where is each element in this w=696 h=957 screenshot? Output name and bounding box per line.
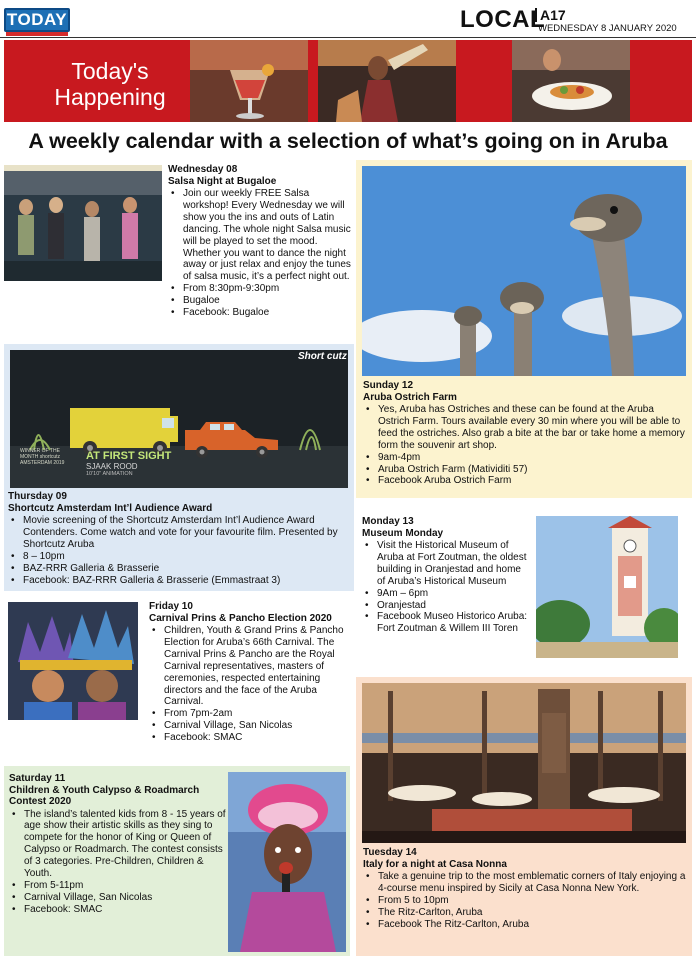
event-facebook: • Facebook: SMAC: [149, 732, 355, 744]
event-title: Children & Youth Calypso & Roadmarch Contest 2020: [9, 784, 200, 807]
event-day: Thursday 09: [8, 491, 67, 502]
event-facebook: • Facebook Museo Historico Aruba: Fort Zoutman & Willem III Toren: [362, 611, 530, 635]
event-time: • From 8:30pm-9:30pm: [168, 283, 354, 295]
event-facebook: • Facebook: SMAC: [9, 904, 231, 916]
event-detail: • Yes, Aruba has Ostriches and these can be found at the Aruba Ostrich Farm. Tours available every 30 min where you will be able to feed the ostriches. Also grab a bite at the bar or take home a memory form the souvenir art shop.: [363, 404, 687, 452]
carnival-prins-photo: [8, 602, 138, 720]
casa-nonna-photo: [362, 683, 686, 843]
ostrich-photo: [362, 166, 686, 376]
event-detail: • Movie screening of the Shortcutz Amsterdam Int’l Audience Award Contenders. Come watch and vote for your favourite film. Presented by Shortcutz Aruba: [8, 515, 350, 551]
dinner-photo: [512, 40, 630, 122]
event-day: Wednesday 08: [168, 164, 238, 175]
poster-film-title: AT FIRST SIGHT: [86, 450, 172, 462]
event-location: • Carnival Village, San Nicolas: [149, 720, 355, 732]
event-day: Sunday 12: [363, 380, 414, 391]
dancer-photo: [318, 40, 456, 122]
event-detail: • The island’s talented kids from 8 - 15 years of age show their artistic skills as they sing to compete for the honor of King or Queen of Calypso or Roadmarch. The contest consists of 3 categories. Pre-Children, Children & Youth.: [9, 809, 231, 880]
event-time: • 8 – 10pm: [8, 551, 350, 563]
salsa-photo: [4, 165, 162, 281]
cocktail-photo: [190, 40, 308, 122]
event-title: Museum Monday: [362, 527, 444, 539]
event-saturday: [4, 766, 350, 956]
event-facebook: • Facebook: Bugaloe: [168, 307, 354, 319]
event-time: • From 5-11pm: [9, 880, 231, 892]
issue-date: WEDNESDAY 8 JANUARY 2020: [538, 23, 677, 34]
event-monday: [362, 516, 530, 635]
page-number: A17: [535, 8, 566, 22]
event-title: Italy for a night at Casa Nonna: [363, 858, 507, 870]
calypso-kid-photo: [228, 772, 346, 952]
event-location: • Bugaloe: [168, 295, 354, 307]
page-headline: A weekly calendar with a selection of what’s going on in Aruba: [28, 129, 668, 153]
event-location: • Oranjestad: [362, 600, 530, 612]
event-day: Saturday 11: [9, 773, 66, 784]
event-facebook: • Facebook Aruba Ostrich Farm: [363, 475, 687, 487]
header-rule: [0, 37, 696, 38]
event-location: • The Ritz-Carlton, Aruba: [363, 907, 687, 919]
event-detail: • Join our weekly FREE Salsa workshop! Every Wednesday we will show you the ins and outs of Latin dancing. The whole night Salsa music will be played to set the mood. Whether you want to dance the night away or just relax and enjoy the tunes of salsa music, it’s a perfect night out.: [168, 188, 354, 283]
event-time: • From 7pm-2am: [149, 708, 355, 720]
event-facebook: • Facebook: BAZ-RRR Galleria & Brasserie (Emmastraat 3): [8, 575, 350, 587]
event-day: Friday 10: [149, 601, 193, 612]
section-title: LOCAL: [460, 6, 546, 33]
event-detail: • Visit the Historical Museum of Aruba at Fort Zoutman, the oldest building in Oranjestad and home of Aruba’s Historical Museum: [362, 540, 530, 588]
event-title: Aruba Ostrich Farm: [363, 391, 457, 403]
event-location: • Aruba Ostrich Farm (Matividiti 57): [363, 464, 687, 476]
poster-director: SJAAK ROOD: [86, 462, 138, 471]
event-time: • 9am-4pm: [363, 452, 687, 464]
event-title: Salsa Night at Bugaloe: [168, 175, 277, 187]
event-location: • BAZ-RRR Galleria & Brasserie: [8, 563, 350, 575]
event-wednesday: [168, 164, 354, 319]
event-title: Carnival Prins & Pancho Election 2020: [149, 612, 332, 624]
event-time: • From 5 to 10pm: [363, 895, 687, 907]
event-tuesday: [356, 677, 692, 956]
event-location: • Carnival Village, San Nicolas: [9, 892, 231, 904]
event-title: Shortcutz Amsterdam Int’l Audience Award: [8, 502, 213, 514]
banner-title: Today's Happening: [54, 58, 166, 110]
event-time: • 9Am – 6pm: [362, 588, 530, 600]
event-facebook: • Facebook The Ritz-Carlton, Aruba: [363, 919, 687, 931]
today-logo[interactable]: TODAY: [4, 8, 70, 32]
event-day: Tuesday 14: [363, 847, 417, 858]
poster-award: WINNER OF THE MONTH shortcutz AMSTERDAM 2019: [20, 448, 65, 466]
event-detail: • Take a genuine trip to the most emblematic corners of Italy enjoying a 4-course menu inspired by Sicily at Casa Nonna New York.: [363, 871, 687, 895]
event-friday: [149, 601, 355, 744]
fort-zoutman-photo: [536, 516, 678, 658]
event-day: Monday 13: [362, 516, 414, 527]
event-detail: • Children, Youth & Grand Prins & Pancho Election for Aruba’s 66th Carnival. The Carnival Prins & Pancho are the Royal Carnival representatives, masters of ceremonies, respected entertaining directors and the face of the Aruba Carnival.: [149, 625, 355, 708]
poster-logo: Short cutz: [298, 351, 347, 362]
logo-stripe: [6, 32, 68, 36]
shortcutz-poster: [10, 350, 348, 488]
event-sunday: [356, 160, 692, 498]
poster-meta: 10'10" ANIMATION: [86, 471, 133, 477]
event-thursday: [4, 344, 354, 591]
